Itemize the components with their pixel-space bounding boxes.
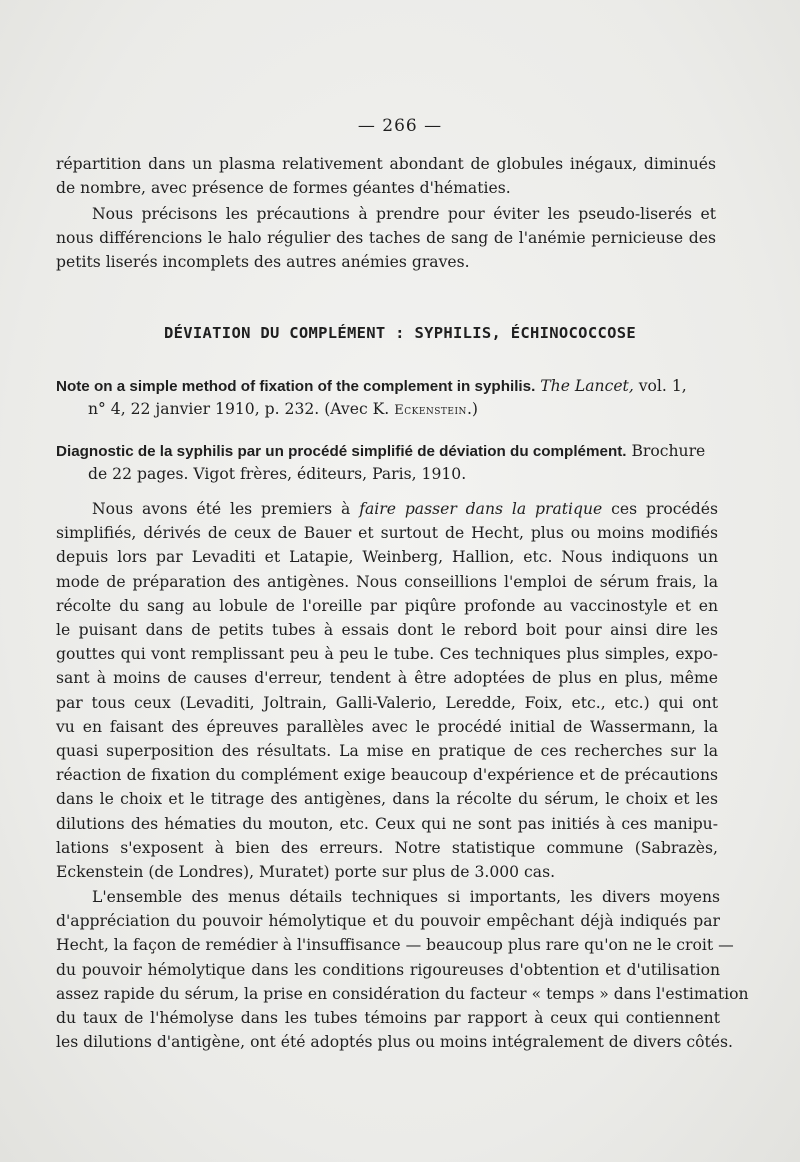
reference-title: Note on a simple method of fixation of the complement in syphilis. [56, 378, 536, 395]
reference-details-end: .) [466, 400, 478, 418]
text-line: du taux de l'hémolyse dans les tubes témoins par rapport à ceux qui contiennent [56, 1009, 720, 1028]
text-line: gouttes qui vont remplissant peu à peu le tube. Ces techniques plus simples, expo- [56, 645, 718, 664]
intro-paragraph-2 [56, 202, 716, 275]
body-paragraph-2 [56, 885, 749, 1054]
text-line: assez rapide du sérum, la prise en considération du facteur « temps » dans l'estimation [56, 984, 749, 1003]
page-number: — 266 — [357, 116, 443, 136]
text-line: mode de préparation des antigènes. Nous conseillions l'emploi de sérum frais, la [56, 572, 718, 591]
journal-volume: vol. 1, [633, 377, 687, 395]
text-line: petits liserés incomplets des autres anémies graves. [56, 253, 470, 272]
text-line: nous différencions le halo régulier des taches de sang de l'anémie pernicieuse des [56, 229, 716, 248]
text-line: simplifiés, dérivés de ceux de Bauer et surtout de Hecht, plus ou moins modifiés [56, 524, 718, 543]
text-line: sant à moins de causes d'erreur, tendent à être adoptées de plus en plus, même [56, 669, 718, 688]
text-line: d'appréciation du pouvoir hémolytique et du pouvoir empêchant déjà indiqués par [56, 912, 720, 931]
text-fragment: Nous avons été les premiers à [92, 500, 360, 518]
reference-format: Brochure [626, 442, 706, 460]
text-line: quasi superposition des résultats. La mise en pratique de ces recherches sur la [56, 742, 718, 761]
text-line: dilutions des hématies du mouton, etc. Ceux qui ne sont pas initiés à ces manipu- [56, 814, 718, 833]
coauthor: Eckenstein [394, 403, 467, 418]
text-line: Nous précisons les précautions à prendre pour éviter les pseudo-liserés et [92, 205, 716, 223]
text-line: lations s'exposent à bien des erreurs. Notre statistique commune (Sabrazès, [56, 838, 718, 857]
text-line: récolte du sang au lobule de l'oreille par piqûre profonde au vaccinostyle et en [56, 596, 718, 615]
text-line [56, 497, 718, 521]
text-line: le puisant dans de petits tubes à essais dont le rebord boit pour ainsi dire les [56, 621, 718, 640]
body-paragraph-1 [56, 497, 718, 884]
text-line: par tous ceux (Levaditi, Joltrain, Galli-Valerio, Leredde, Foix, etc., etc.) qui ont [56, 693, 718, 712]
text-line: les dilutions d'antigène, ont été adoptés plus ou moins intégralement de divers côtés. [56, 1033, 733, 1052]
reference-2 [56, 440, 724, 486]
reference-details: de 22 pages. Vigot frères, éditeurs, Paris, 1910. [88, 465, 467, 483]
text-line: Hecht, la façon de remédier à l'insuffisance — beaucoup plus rare qu'on ne le croit — [56, 936, 734, 955]
text-line: dans le choix et le titrage des antigènes, dans la récolte du sérum, le choix et les [56, 790, 718, 809]
text-fragment: ces procédés [602, 500, 718, 518]
text-line: réaction de fixation du complément exige beaucoup d'expérience et de précautions [56, 766, 718, 785]
text-line: du pouvoir hémolytique dans les conditions rigoureuses d'obtention et d'utilisation [56, 960, 720, 979]
reference-details: n° 4, 22 janvier 1910, p. 232. (Avec K. [88, 400, 395, 418]
reference-1 [56, 375, 724, 422]
reference-title: Diagnostic de la syphilis par un procédé simplifié de déviation du complément. [56, 443, 627, 460]
text-line: de nombre, avec présence de formes géantes d'hématies. [56, 179, 511, 198]
text-line: depuis lors par Levaditi et Latapie, Weinberg, Hallion, etc. Nous indiquons un [56, 548, 718, 567]
journal-name: The Lancet, [540, 377, 634, 395]
emphasis-text: faire passer dans la pratique [359, 500, 603, 518]
text-line: vu en faisant des épreuves parallèles avec le procédé initial de Wassermann, la [56, 717, 718, 736]
text-line: Eckenstein (de Londres), Muratet) porte sur plus de 3.000 cas. [56, 863, 556, 882]
section-heading: DÉVIATION DU COMPLÉMENT : SYPHILIS, ÉCHINOCOCCOSE [164, 324, 636, 342]
intro-paragraph [56, 152, 716, 200]
text-line: L'ensemble des menus détails techniques si importants, les divers moyens [92, 888, 720, 906]
text-line: répartition dans un plasma relativement abondant de globules inégaux, diminués [56, 155, 716, 173]
